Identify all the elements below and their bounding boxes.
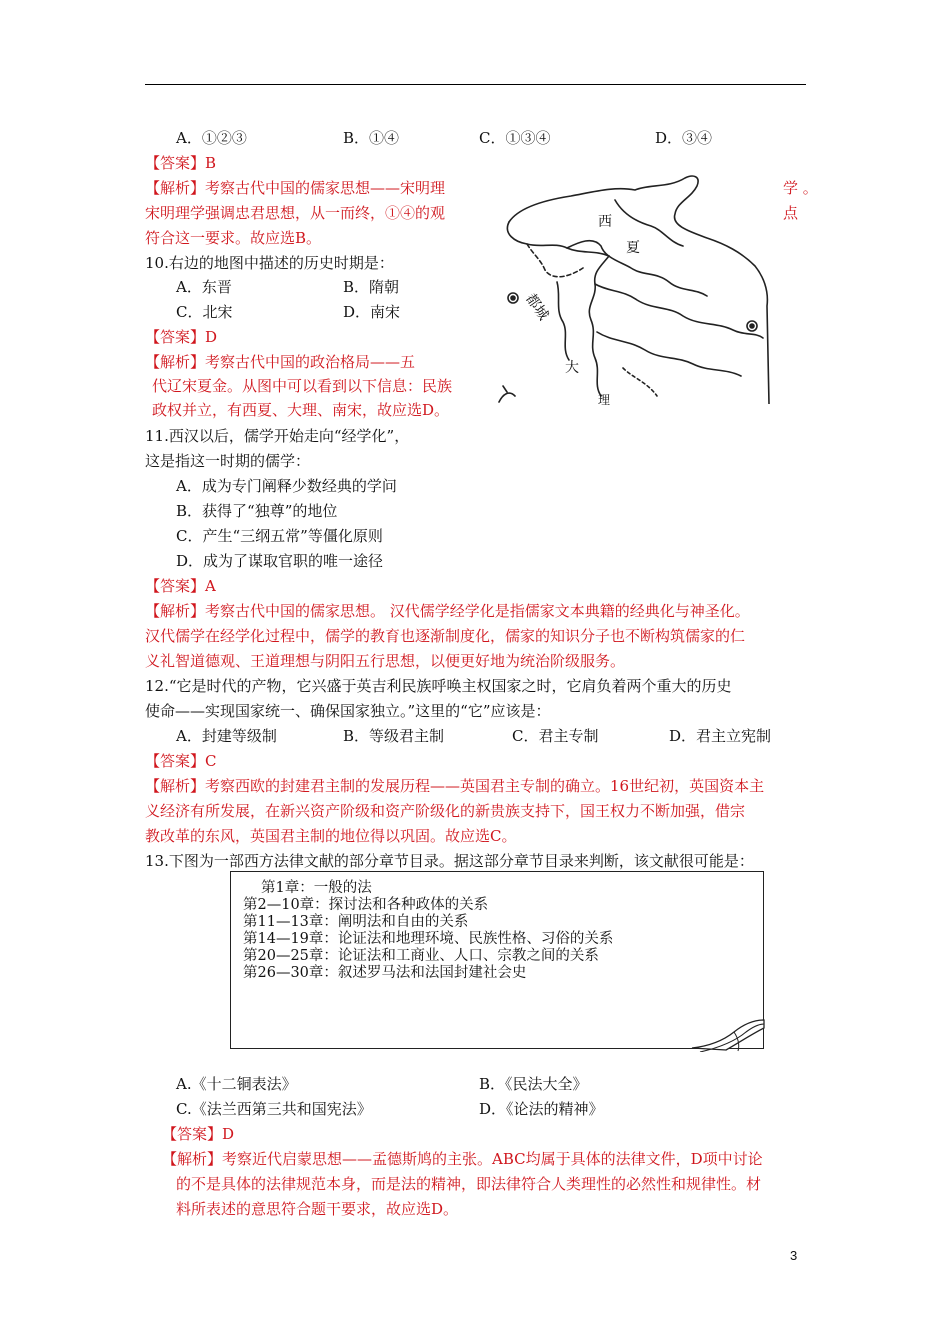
map-label-da: 大 xyxy=(565,360,579,376)
q12-option-c: C．君主专制 xyxy=(512,727,599,745)
q11-stem: 这是指这一时期的儒学： xyxy=(145,452,311,470)
toc-line: 第1章：一般的法 xyxy=(261,880,372,896)
q10-answer: 【答案】D xyxy=(145,328,218,346)
q9-option-c: C．①③④ xyxy=(479,129,551,147)
q12-option-b: B．等级君主制 xyxy=(343,727,445,745)
q11-analysis-line: 【解析】考察古代中国的儒家思想。 汉代儒学经学化是指儒家文本典籍的经典化与神圣化。 xyxy=(145,602,750,620)
header-rule xyxy=(145,84,806,85)
toc-line: 第14—19章：论证法和地理环境、民族性格、习俗的关系 xyxy=(243,931,614,947)
q12-option-d: D．君主立宪制 xyxy=(669,727,772,745)
map-label-xi: 西 xyxy=(598,214,612,230)
q13-stem: 13.下图为一部西方法律文献的部分章节目录。据这部分章节目录来判断，该文献很可能是： xyxy=(145,852,754,870)
q12-analysis-line: 教改革的东风，英国君主制的地位得以巩固。故应选C。 xyxy=(145,827,517,845)
page-curl-decoration xyxy=(690,1018,766,1052)
q10-analysis-line: 【解析】考察古代中国的政治格局——五 xyxy=(145,353,416,371)
q11-stem: 11.西汉以后，儒学开始走向“经学化”， xyxy=(145,427,410,445)
q9-analysis-fragment: 学 。 xyxy=(783,179,818,197)
q9-analysis-line: 符合这一要求。故应选B。 xyxy=(145,229,322,247)
q12-answer: 【答案】C xyxy=(145,752,217,770)
q11-analysis-line: 义礼智道德观、王道理想与阴阳五行思想，以便更好地为统治阶级服务。 xyxy=(145,652,626,670)
q10-analysis-line: 代辽宋夏金。从图中可以看到以下信息：民族 xyxy=(152,377,453,395)
q11-option-b: B．获得了“独尊”的地位 xyxy=(176,502,338,520)
q11-option-a: A．成为专门阐释少数经典的学问 xyxy=(176,477,397,495)
river-yangtze xyxy=(595,284,763,338)
q9-option-d: D．③④ xyxy=(655,129,713,147)
table-of-contents-box xyxy=(230,871,764,1049)
q10-option-c: C．北宋 xyxy=(176,303,233,321)
map-label-xia: 夏 xyxy=(626,240,640,256)
toc-line: 第2—10章：探讨法和各种政体的关系 xyxy=(243,897,489,913)
border xyxy=(589,256,609,396)
q9-analysis-fragment: 点 xyxy=(783,204,799,222)
q11-option-d: D．成为了谋取官职的唯一途径 xyxy=(176,552,384,570)
q13-analysis-line: 的不是具体的法律规范本身，而是法的精神，即法律符合人类理性的必然性和规律性。材 xyxy=(176,1175,762,1193)
toc-line: 第11—13章：阐明法和自由的关系 xyxy=(243,914,469,930)
q9-analysis-line: 宋明理学强调忠君思想，从一而终，①④的观 xyxy=(145,204,446,222)
q12-analysis-line: 【解析】考察西欧的封建君主制的发展历程——英国君主专制的确立。16世纪初，英国资本主 xyxy=(145,777,765,795)
q11-option-c: C．产生“三纲五常”等僵化原则 xyxy=(176,527,383,545)
map-label-li: 理 xyxy=(598,393,611,407)
q13-option-b: B．《民法大全》 xyxy=(479,1075,588,1093)
song-dynasty-map xyxy=(497,172,771,404)
border-dashed xyxy=(527,244,583,277)
q13-option-c: C.《法兰西第三共和国宪法》 xyxy=(176,1100,372,1118)
q13-answer: 【答案】D xyxy=(162,1125,235,1143)
toc-line: 第26—30章：叙述罗马法和法国封建社会史 xyxy=(243,965,527,981)
page-number: 3 xyxy=(790,1248,798,1263)
q10-option-d: D．南宋 xyxy=(343,303,401,321)
q10-option-b: B．隋朝 xyxy=(343,278,400,296)
empire-outline xyxy=(509,176,769,404)
q12-analysis-line: 义经济有所发展，在新兴资产阶级和资产阶级化的新贵族支持下，国王权力不断加强，借宗 xyxy=(145,802,746,820)
toc-line: 第20—25章：论证法和工商业、人口、宗教之间的关系 xyxy=(243,948,599,964)
q12-stem: 12.“它是时代的产物，它兴盛于英吉利民族呼唤主权国家之时，它肩负着两个重大的历史 xyxy=(145,677,732,695)
q9-answer: 【答案】B xyxy=(145,154,217,172)
q13-option-d: D．《论法的精神》 xyxy=(479,1100,604,1118)
q11-answer: 【答案】A xyxy=(145,577,216,595)
map-label-ducheng: 都城 xyxy=(522,291,552,324)
q12-stem: 使命——实现国家统一、确保国家独立。”这里的“它”应该是： xyxy=(145,702,551,720)
q9-analysis-line: 【解析】考察古代中国的儒家思想——宋明理 xyxy=(145,179,446,197)
border xyxy=(507,222,609,256)
q12-option-a: A．封建等级制 xyxy=(176,727,277,745)
q10-option-a: A．东晋 xyxy=(176,278,232,296)
coast xyxy=(499,386,515,402)
q13-option-a: A.《十二铜表法》 xyxy=(176,1075,297,1093)
border-dashed xyxy=(623,368,657,396)
border xyxy=(557,282,569,360)
q11-analysis-line: 汉代儒学在经学化过程中，儒学的教育也逐渐制度化，儒家的知识分子也不断构筑儒家的仁 xyxy=(145,627,746,645)
q9-option-b: B．①④ xyxy=(343,129,400,147)
q13-analysis-line: 料所表述的意思符合题干要求，故应选D。 xyxy=(176,1200,459,1218)
border xyxy=(597,332,741,376)
q9-option-a: A．①②③ xyxy=(176,129,247,147)
q13-analysis-line: 【解析】考察近代启蒙思想——孟德斯鸠的主张。ABC均属于具体的法律文件，D项中讨论 xyxy=(162,1150,763,1168)
q10-analysis-line: 政权并立，有西夏、大理、南宋，故应选D。 xyxy=(152,401,450,419)
q10-stem: 10.右边的地图中描述的历史时期是： xyxy=(145,254,394,272)
